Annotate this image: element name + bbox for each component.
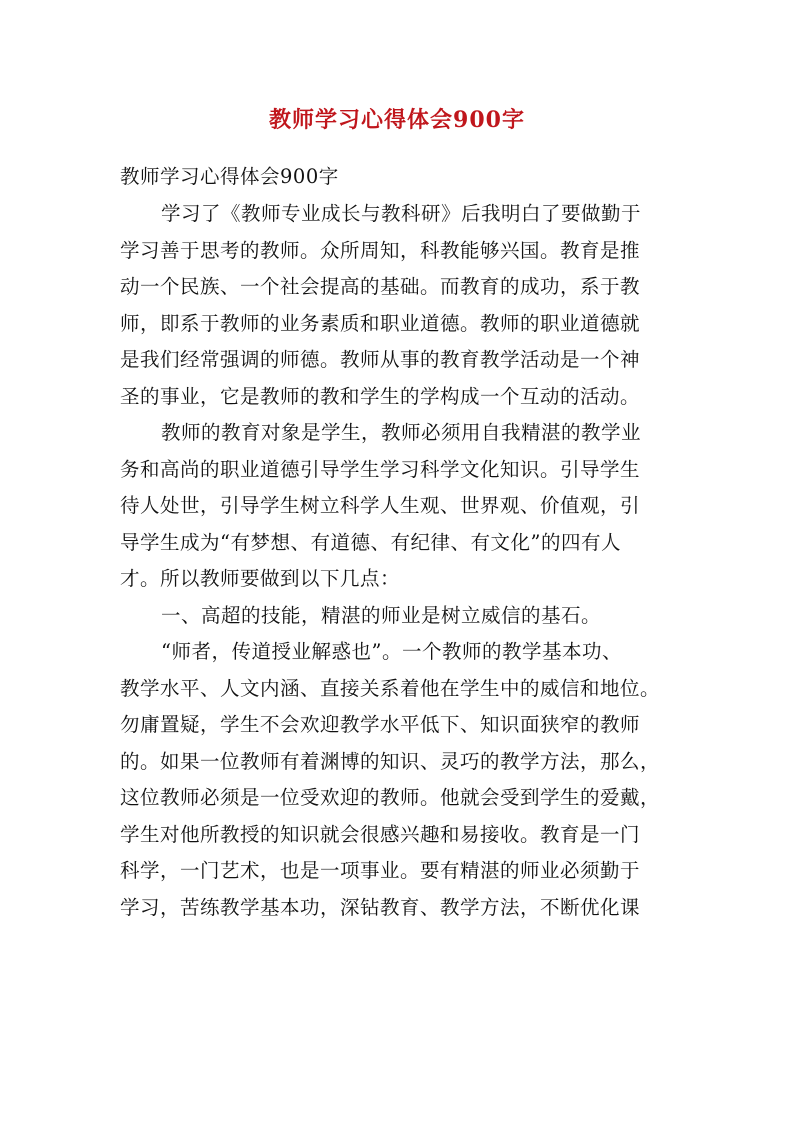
text-line: 动一个民族、一个社会提高的基础。而教育的成功，系于教 [120, 275, 641, 298]
text-line: 这位教师必须是一位受欢迎的教师。他就会受到学生的爱戴， [120, 786, 661, 809]
text-line: 学习善于思考的教师。众所周知，科教能够兴国。教育是推 [120, 238, 641, 262]
text-line: 才。所以教师要做到以下几点： [120, 567, 401, 590]
text-line: 教学水平、人文内涵、直接关系着他在学生中的威信和地位。 [120, 676, 661, 700]
document-subtitle: 教师学习心得体会900字 [120, 165, 339, 188]
paragraph-1 [120, 196, 685, 415]
text-line: 导学生成为“有梦想、有道德、有纪律、有文化”的四有人 [120, 530, 621, 554]
text-line: 的。如果一位教师有着渊博的知识、灵巧的教学方法，那么， [120, 749, 661, 773]
paragraph-3-heading [120, 598, 685, 635]
text-line: 师，即系于教师的业务素质和职业道德。教师的职业道德就 [120, 311, 641, 335]
text-line: 科学，一门艺术，也是一项事业。要有精湛的师业必须勤于 [120, 859, 641, 882]
text-line: 务和高尚的职业道德引导学生学习科学文化知识。引导学生 [120, 457, 641, 481]
text-line: 学生对他所教授的知识就会很感兴趣和易接收。教育是一门 [120, 822, 641, 846]
paragraph-4 [120, 634, 685, 926]
document-body [120, 158, 685, 926]
text-line: 待人处世，引导学生树立科学人生观、世界观、价值观，引 [120, 494, 641, 517]
text-line: 是我们经常强调的师德。教师从事的教育教学活动是一个神 [120, 348, 641, 371]
document-title: 教师学习心得体会900字 [269, 107, 525, 133]
text-line: 教师的教育对象是学生，教师必须用自我精湛的教学业 [161, 421, 642, 444]
text-line: “师者，传道授业解惑也”。一个教师的教学基本功、 [161, 640, 622, 663]
text-line: 圣的事业，它是教师的教和学生的学构成一个互动的活动。 [120, 384, 641, 408]
paragraph-2 [120, 415, 685, 598]
text-line: 一、高超的技能，精湛的师业是树立威信的基石。 [161, 603, 602, 627]
text-line: 学习，苦练教学基本功，深钻教育、教学方法，不断优化课 [120, 895, 641, 919]
text-line: 勿庸置疑，学生不会欢迎教学水平低下、知识面狭窄的教师 [120, 713, 641, 736]
text-line: 学习了《教师专业成长与教科研》后我明白了要做勤于 [161, 202, 642, 225]
